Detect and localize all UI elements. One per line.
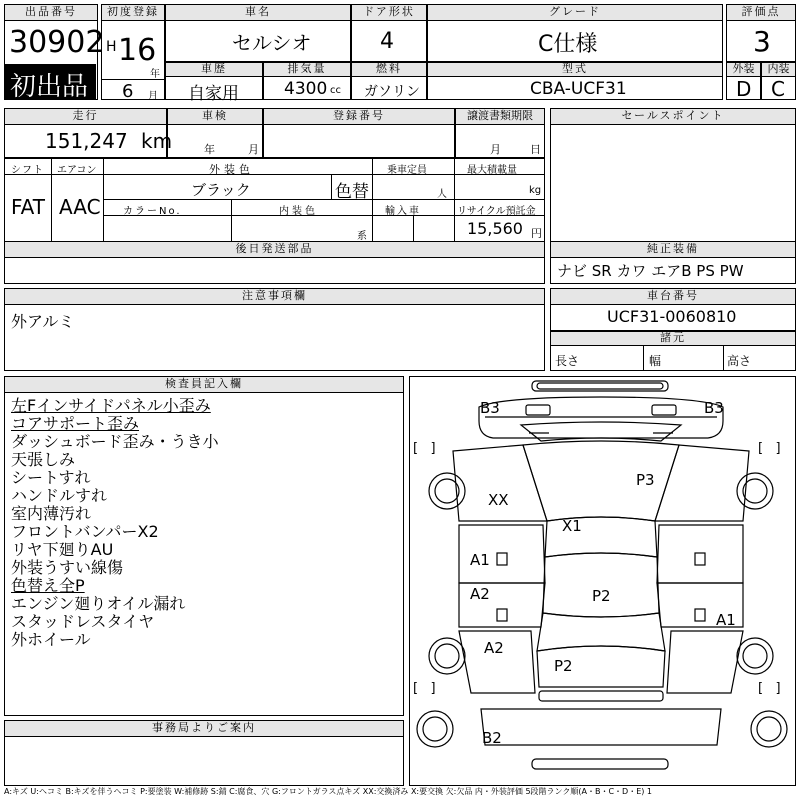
chassis-label: 車台番号: [551, 289, 795, 305]
notes-box: [4, 288, 545, 371]
first-listing-text: 初出品: [10, 72, 89, 102]
load-label: 最大積載量: [467, 165, 517, 176]
history-label-holder: 車歴: [166, 63, 262, 77]
first-reg-month: 6: [122, 81, 134, 102]
load-unit: kg: [529, 185, 542, 196]
inspector-line: ダッシュボード歪み・うき小: [11, 432, 219, 451]
shift-label: シフト: [11, 165, 44, 176]
shift: FAT: [11, 195, 46, 219]
capacity-label: 乗車定員: [387, 165, 427, 176]
first-reg-year: 16: [118, 33, 157, 68]
car-name-box: [165, 4, 351, 62]
transfer-box: [455, 108, 545, 158]
later-parts-box: [4, 241, 545, 284]
equip-label: 純正装備: [551, 242, 795, 258]
width-label: 幅: [649, 354, 662, 368]
int-label: 内装: [762, 63, 795, 77]
model-box: [427, 62, 723, 100]
damage-diagram: [409, 376, 796, 786]
first-reg-label: 初度登録: [102, 5, 164, 21]
inspector-line: スタッドレスタイヤ: [11, 612, 155, 631]
insp-year-unit: 年: [204, 143, 215, 156]
chassis-number: UCF31-0060810: [607, 307, 737, 326]
inspector-line: 天張しみ: [11, 450, 76, 469]
bracket-left-2: [ ]: [413, 681, 436, 696]
displacement-box: [263, 62, 351, 100]
km-unit: km: [141, 129, 173, 153]
exterior-color: ブラック: [191, 181, 251, 199]
era: H: [106, 39, 117, 55]
mark-a1-right: A1: [716, 611, 736, 629]
mark-p2-center: P2: [592, 587, 611, 605]
recycle-label: リサイクル預託金: [457, 206, 536, 217]
history: 自家用: [188, 84, 239, 104]
displacement-label: 排気量: [264, 63, 350, 77]
score-label: 評価点: [727, 5, 795, 21]
inspector-line: 左Fインサイドパネル小歪み: [11, 396, 211, 415]
fuel-box: [351, 62, 427, 100]
inspector-line: シートすれ: [11, 468, 91, 487]
car-name: セルシオ: [232, 31, 312, 55]
inspector-line: リヤ下廻りAU: [11, 540, 114, 559]
reg-label: 登録番号: [264, 109, 454, 125]
ac-label: エアコン: [57, 165, 97, 176]
mark-p3: P3: [636, 471, 655, 489]
lot-number: 30902: [9, 25, 105, 60]
inspection-box: [167, 108, 263, 158]
inspection-label: 車検: [168, 109, 262, 125]
doors: 4: [380, 29, 394, 54]
grade-box: [427, 4, 723, 62]
notes-label: 注意事項欄: [5, 289, 544, 305]
reg-box: [263, 108, 455, 158]
year-unit: 年: [150, 69, 160, 80]
inspector-line: コアサポート歪み: [11, 414, 140, 433]
mark-xx: XX: [488, 491, 509, 509]
mark-a2-lower: A2: [484, 639, 504, 657]
bracket-right-1: [ ]: [758, 441, 781, 456]
sales-label: セールスポイント: [551, 109, 795, 125]
mark-a1-left: A1: [470, 551, 490, 569]
cc-unit: cc: [330, 85, 341, 96]
equip-box: [550, 241, 796, 284]
bracket-left-1: [ ]: [413, 441, 436, 456]
ext-box: [726, 62, 761, 100]
capacity-unit: 人: [437, 189, 447, 200]
fuel-label: 燃料: [352, 63, 426, 77]
inspector-line: 色替え全P: [11, 576, 85, 595]
mileage: 151,247: [45, 129, 128, 153]
repaint-mark: 色替: [335, 182, 369, 202]
doors-box: [351, 4, 427, 62]
lot-label: 出品番号: [5, 5, 97, 21]
chassis-box: [550, 288, 796, 331]
inspector-line: 外ホイール: [11, 630, 91, 649]
mark-a2-left: A2: [470, 585, 490, 603]
height-label: 高さ: [727, 354, 752, 368]
int-color-label: 内装色: [279, 206, 318, 217]
office-label: 事務局よりご案内: [5, 721, 403, 737]
int-score: C: [771, 77, 785, 101]
inspector-notes: [11, 397, 391, 649]
inspector-line: 外装うすい線傷: [11, 558, 124, 577]
mark-x1: X1: [562, 517, 582, 535]
recycle-fee: 15,560: [467, 219, 523, 238]
transfer-label: 譲渡書類期限: [456, 109, 544, 125]
inspector-box: [4, 376, 404, 716]
ext-score: D: [736, 77, 752, 101]
equip-value: ナビ SR カワ エアB PS PW: [557, 262, 744, 280]
inspector-line: フロントバンパーX2: [11, 522, 159, 541]
first-listing-badge: [4, 64, 96, 100]
grade: C仕様: [538, 32, 598, 57]
model-label: 型式: [428, 63, 722, 77]
inspector-line: エンジン廻りオイル漏れ: [11, 594, 186, 613]
first-reg-box: [101, 4, 165, 100]
mark-b2: B2: [482, 729, 502, 747]
notes-value: 外アルミ: [11, 312, 75, 331]
later-parts-label: 後日発送部品: [5, 242, 544, 258]
inspector-line: 室内薄汚れ: [11, 504, 92, 523]
transfer-month-unit: 月: [490, 143, 501, 156]
mileage-box: [4, 108, 173, 158]
import-label: 輸入車: [385, 206, 421, 217]
mileage-label: 走行: [5, 109, 166, 125]
mark-b3-left: B3: [480, 399, 500, 417]
inspector-label: 検査員記入欄: [5, 377, 403, 393]
recycle-unit: 円: [531, 227, 542, 240]
bracket-right-2: [ ]: [758, 681, 781, 696]
score-box: [726, 4, 796, 62]
ext-label: 外装: [727, 63, 760, 77]
car-outline: [410, 377, 795, 785]
model: CBA-UCF31: [530, 79, 627, 99]
dims-label: 諸元: [551, 332, 795, 346]
month-unit: 月: [148, 91, 158, 102]
score: 3: [753, 25, 771, 58]
int-box: [761, 62, 796, 100]
inspector-line: ハンドルすれ: [11, 486, 108, 505]
doors-label: ドア形状: [352, 5, 426, 21]
ac: AAC: [59, 195, 101, 219]
int-color-unit: 系: [357, 231, 367, 242]
length-label: 長さ: [555, 354, 580, 368]
displacement: 4300: [284, 79, 328, 99]
mark-p2-lower: P2: [554, 657, 573, 675]
history-box: [165, 62, 263, 104]
car-name-label: 車名: [166, 5, 350, 21]
office-box: [4, 720, 404, 786]
mark-b3-right: B3: [704, 399, 724, 417]
dims-box: [550, 331, 796, 371]
grade-label: グレード: [428, 5, 722, 21]
fuel: ガソリン: [364, 84, 420, 100]
color-no-label: カラーNo.: [123, 206, 182, 217]
transfer-day-unit: 日: [530, 143, 541, 156]
exterior-color-label: 外装色: [209, 163, 254, 176]
spec-grid: [4, 158, 545, 242]
insp-month-unit: 月: [248, 143, 259, 156]
legend: A:キズ U:ヘコミ B:キズを伴うヘコミ P:要塗装 W:補修跡 S:錆 C:腐食、穴 G:フロントガラス点キズ XX:交換済み X:要交換 欠:欠品 内・外装評価 5段階ランク順(A・B・C・D・E) 1: [4, 787, 653, 796]
